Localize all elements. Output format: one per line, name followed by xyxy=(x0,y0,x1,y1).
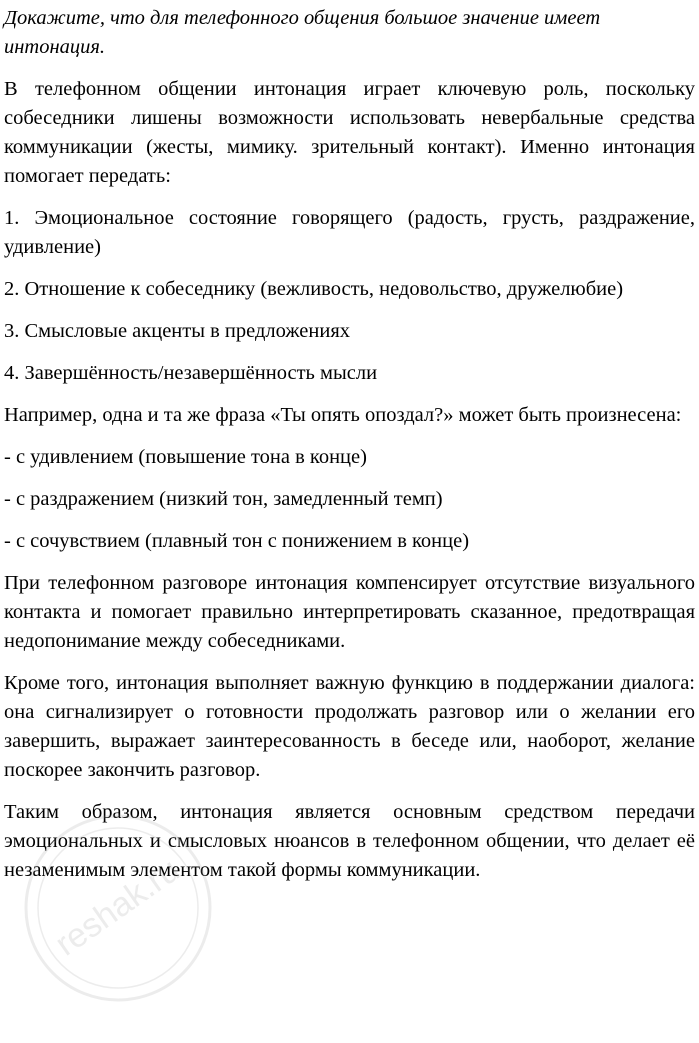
intro-paragraph: В телефонном общении интонация играет ключевую роль, поскольку собеседники лишены возможности использовать невербальные средства коммуникации (жесты, мимику. зрительный контакт). Именно интонация помогает передать: xyxy=(4,78,695,187)
list-item-point-4: 4. Завершённость/незавершённость мысли xyxy=(4,362,378,384)
list-item-example-2: - с раздражением (низкий тон, замедленный темп) xyxy=(4,488,443,510)
list-item-example-3: - с сочувствием (плавный тон с понижением в конце) xyxy=(4,530,470,552)
list-item-point-1: 1. Эмоциональное состояние говорящего (радость, грусть, раздражение, удивление) xyxy=(4,207,695,258)
watermark-text: reshak.ru xyxy=(48,850,187,964)
list-item-example-1: - с удивлением (повышение тона в конце) xyxy=(4,446,367,468)
conclusion-paragraph: Таким образом, интонация является основным средством передачи эмоциональных и смысловых нюансов в телефонном общении, что делает её незаменимым элементом такой формы коммуникации. xyxy=(4,801,695,881)
body-paragraph-1: При телефонном разговоре интонация компенсирует отсутствие визуального контакта и помогает правильно интерпретировать сказанное, предотвращая недопонимание между собеседниками. xyxy=(4,572,695,652)
document-page xyxy=(4,4,695,885)
list-item-point-2: 2. Отношение к собеседнику (вежливость, недовольство, дружелюбие) xyxy=(4,278,624,300)
question-text: Докажите, что для телефонного общения большое значение имеет интонация. xyxy=(4,7,601,58)
example-intro-paragraph: Например, одна и та же фраза «Ты опять опоздал?» может быть произнесена: xyxy=(4,404,682,426)
list-item-point-3: 3. Смысловые акценты в предложениях xyxy=(4,320,350,342)
body-paragraph-2: Кроме того, интонация выполняет важную функцию в поддержании диалога: она сигнализирует о готовности продолжать разговор или о желании его завершить, выражает заинтересованность в беседе или, наоборот, желание поскорее закончить разговор. xyxy=(4,672,695,781)
